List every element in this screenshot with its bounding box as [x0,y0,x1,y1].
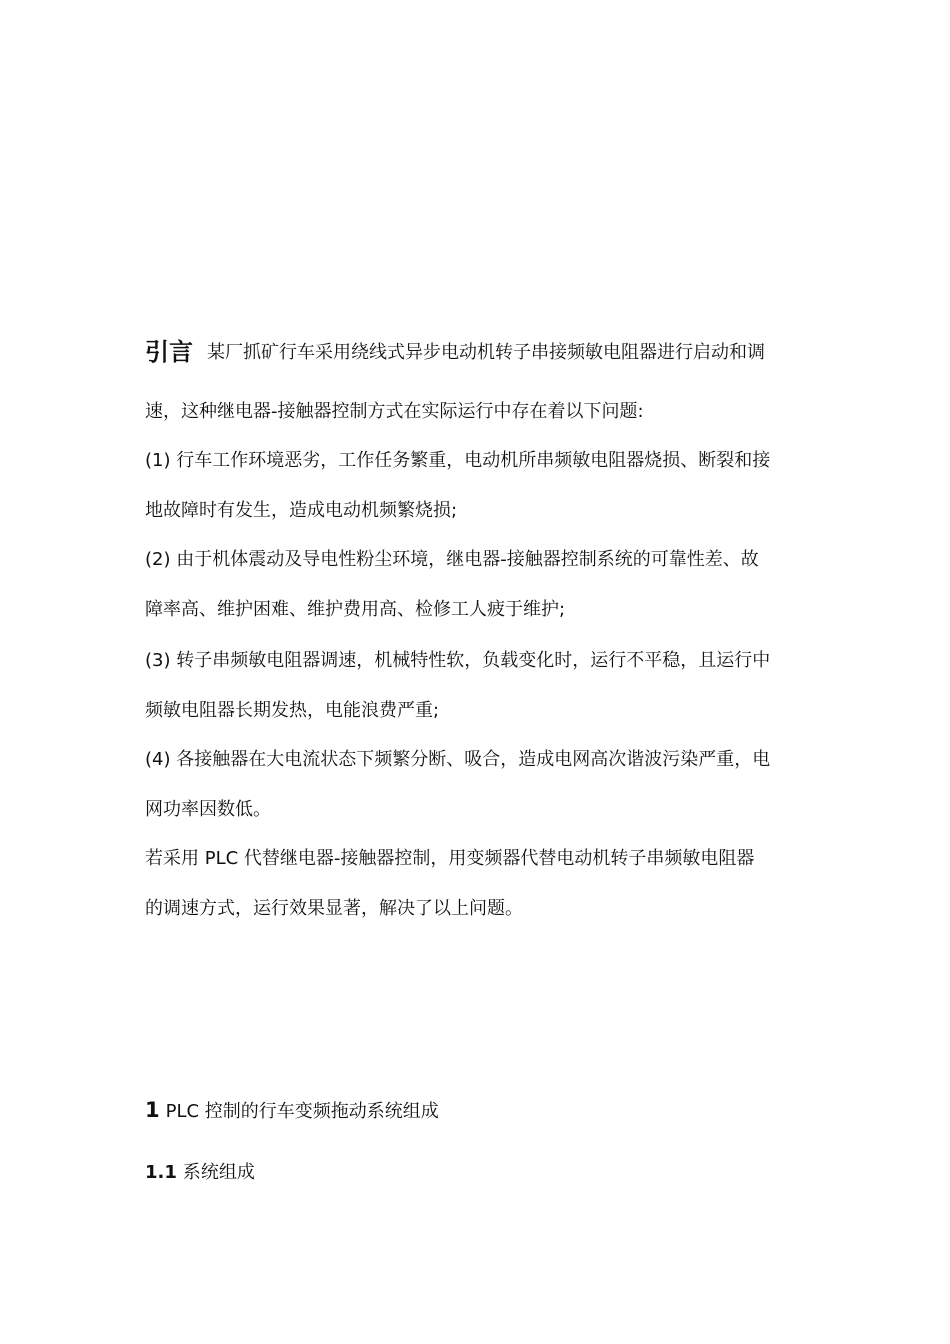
intro-heading: 引言 [145,338,193,366]
intro-paragraph-line-1 [145,340,765,365]
section-1-1-heading [145,1161,255,1185]
problem-1-line-1: (1) 行车工作环境恶劣，工作任务繁重，电动机所串频敏电阻器烧损、断裂和接 [145,450,771,471]
section-1-number: 1 [145,1098,160,1122]
problem-3-line-2: 频敏电阻器长期发热，电能浪费严重; [145,700,440,721]
problem-4-line-2: 网功率因数低。 [145,799,271,820]
conclusion-line-1: 若采用 PLC 代替继电器-接触器控制，用变频器代替电动机转子串频敏电阻器 [145,848,755,869]
problem-2-line-1: (2) 由于机体震动及导电性粉尘环境，继电器-接触器控制系统的可靠性差、故 [145,549,759,570]
problem-2-line-2: 障率高、维护困难、维护费用高、检修工人疲于维护; [145,599,566,620]
intro-text-line-1: 某厂抓矿行车采用绕线式异步电动机转子串接频敏电阻器进行启动和调 [207,342,765,363]
intro-text-line-2: 速，这种继电器-接触器控制方式在实际运行中存在着以下问题: [145,401,644,422]
problem-1-line-2: 地故障时有发生，造成电动机频繁烧损; [145,500,458,521]
section-1-title: PLC 控制的行车变频拖动系统组成 [165,1101,439,1122]
section-1-1-number: 1.1 [145,1162,177,1183]
problem-4-line-1: (4) 各接触器在大电流状态下频繁分断、吸合，造成电网高次谐波污染严重，电 [145,749,771,770]
problem-3-line-1: (3) 转子串频敏电阻器调速，机械特性软，负载变化时，运行不平稳，且运行中 [145,650,771,671]
conclusion-line-2: 的调速方式，运行效果显著，解决了以上问题。 [145,898,523,919]
section-1-1-title: 系统组成 [182,1162,255,1183]
section-1-heading [145,1098,439,1124]
